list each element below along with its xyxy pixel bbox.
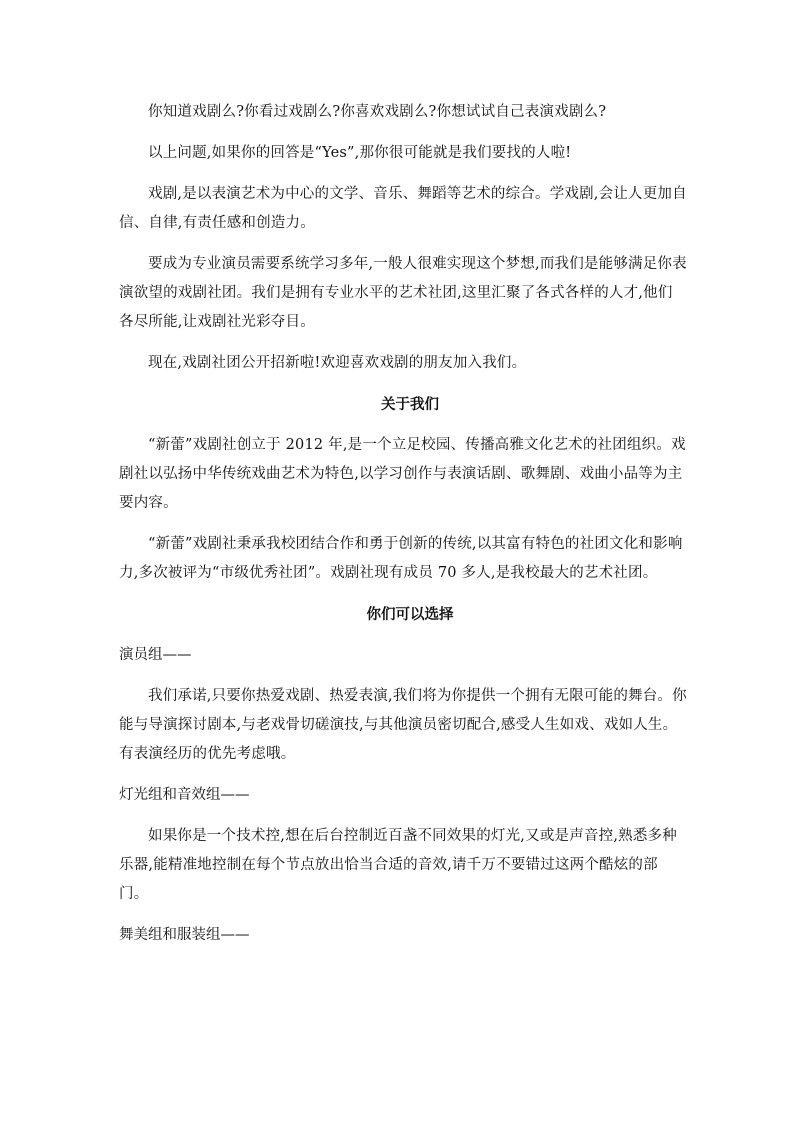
actor-group-label: 演员组—— [119, 647, 192, 663]
intro-paragraph-5: 现在,戏剧社团公开招新啦!欢迎喜欢戏剧的朋友加入我们。 [148, 355, 527, 371]
document-body [119, 98, 687, 962]
stage-costume-group-label: 舞美组和服装组—— [119, 927, 250, 943]
about-paragraph-2: “新蕾”戏剧社秉承我校团结合作和勇于创新的传统,以其富有特色的社团文化和影响力,多次被评为“市级优秀社团”。戏剧社现有成员 70 多人,是我校最大的艺术社团。 [119, 536, 683, 581]
lighting-sound-group-text: 如果你是一个技术控,想在后台控制近百盏不同效果的灯光,又或是声音控,熟悉多种乐器,能精准地控制在每个节点放出恰当合适的音效,请千万不要错过这两个酷炫的部门。 [119, 828, 677, 902]
intro-paragraph-2: 以上问题,如果你的回答是“Yes”,那你很可能就是我们要找的人啦! [148, 145, 572, 161]
about-paragraph-1: “新蕾”戏剧社创立于 2012 年,是一个立足校园、传播高雅文化艺术的社团组织。戏剧社以弘扬中华传统戏曲艺术为特色,以学习创作与表演话剧、歌舞剧、戏曲小品等为主要内容。 [119, 437, 686, 511]
lighting-sound-group-label: 灯光组和音效组—— [119, 787, 250, 803]
about-heading: 关于我们 [381, 396, 439, 413]
intro-paragraph-3: 戏剧,是以表演艺术为中心的文学、音乐、舞蹈等艺术的综合。学戏剧,会让人更加自信、自律,有责任感和创造力。 [119, 186, 687, 231]
actor-group-text: 我们承诺,只要你热爱戏剧、热爱表演,我们将为你提供一个拥有无限可能的舞台。你能与导演探讨剧本,与老戏骨切磋演技,与其他演员密切配合,感受人生如戏、戏如人生。有表演经历的优先考虑哦。 [119, 688, 687, 762]
choices-heading: 你们可以选择 [366, 606, 454, 623]
intro-paragraph-4: 要成为专业演员需要系统学习多年,一般人很难实现这个梦想,而我们是能够满足你表演欲望的戏剧社团。我们是拥有专业水平的艺术社团,这里汇聚了各式各样的人才,他们各尽所能,让戏剧社光彩夺目。 [119, 256, 687, 330]
intro-paragraph-1: 你知道戏剧么?你看过戏剧么?你喜欢戏剧么?你想试试自己表演戏剧么? [148, 104, 607, 120]
